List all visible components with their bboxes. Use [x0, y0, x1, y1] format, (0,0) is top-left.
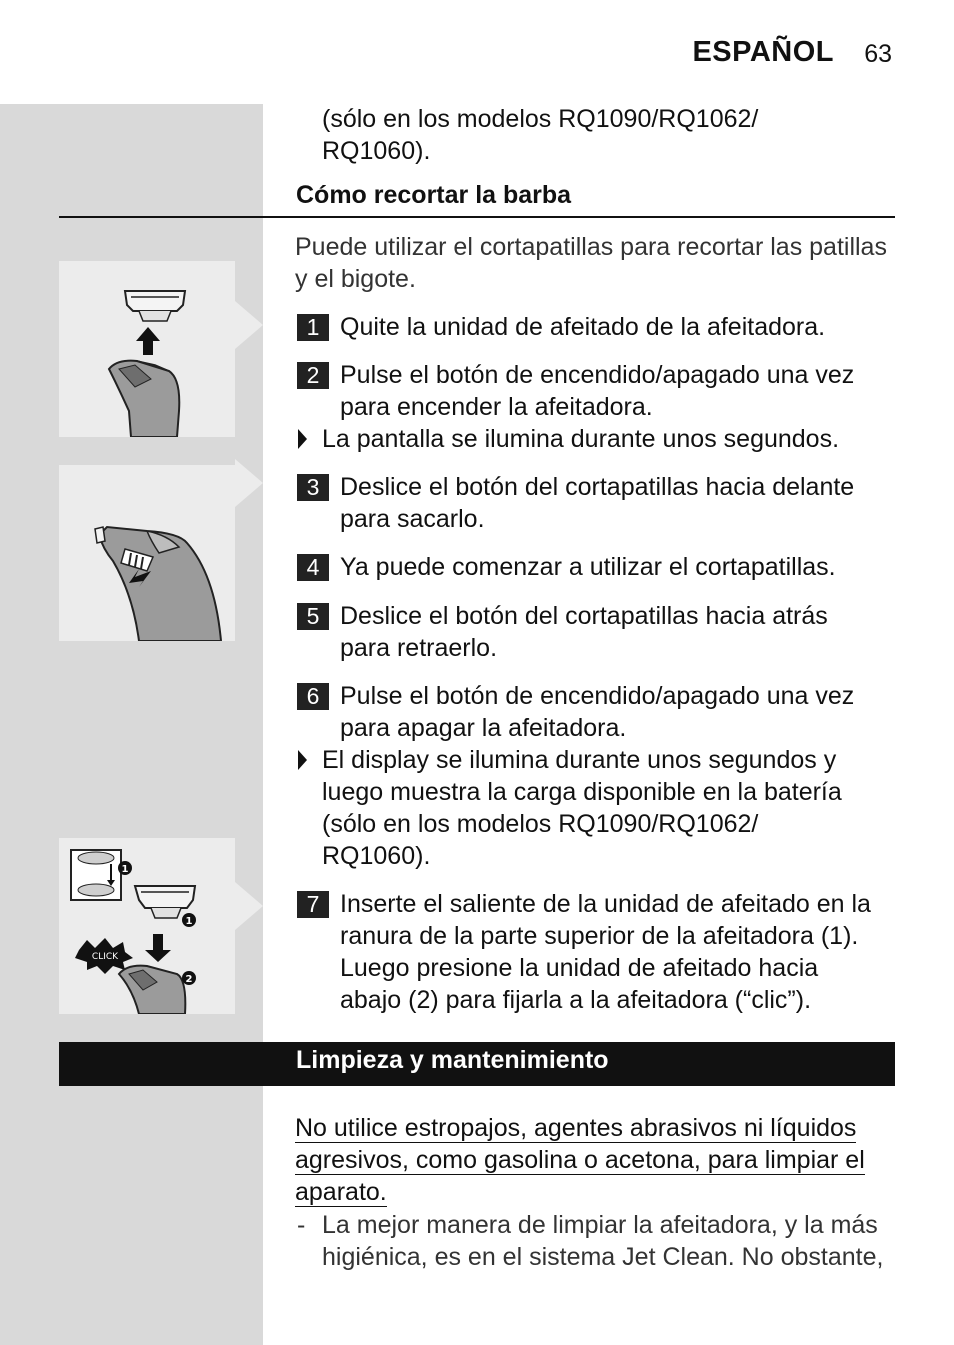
- result-2-line-3: (sólo en los modelos RQ1090/RQ1062/: [322, 810, 759, 838]
- click-label: CLICK: [91, 952, 119, 962]
- marker-2: 2: [185, 974, 193, 985]
- step-number-7: 7: [297, 891, 329, 918]
- illustration-slide-trimmer: [59, 465, 235, 641]
- illustration-attach-shaving-unit: [59, 838, 235, 1014]
- step-6-line-1: Pulse el botón de encendido/apagado una vez: [340, 682, 855, 710]
- result-bullet-icon: [298, 750, 307, 770]
- step-7-line-2: ranura de la parte superior de la afeitadora (1).: [340, 922, 859, 950]
- intro-note-line-2: RQ1060).: [322, 137, 431, 165]
- warning-line-1: No utilice estropajos, agentes abrasivos ni líquidos: [295, 1114, 857, 1142]
- marker-1: 1: [121, 864, 129, 875]
- illustration-pointer: [235, 301, 263, 349]
- result-bullet-icon: [298, 429, 307, 449]
- step-number-2: 2: [297, 362, 329, 389]
- cleaning-item-line-2: higiénica, es en el sistema Jet Clean. No obstante,: [322, 1243, 884, 1271]
- step-number-3: 3: [297, 474, 329, 501]
- cleaning-warning: [295, 1112, 890, 1208]
- result-2-line-1: El display se ilumina durante unos segundos y: [322, 746, 837, 774]
- warning-line-2: agresivos, como gasolina o acetona, para limpiar el: [295, 1146, 865, 1174]
- marker-1: 1: [185, 916, 193, 927]
- shaver-head-attach-icon: [59, 838, 235, 1014]
- warning-line-3: aparato.: [295, 1178, 387, 1206]
- section-divider: [59, 216, 895, 218]
- illustration-remove-shaving-unit: [59, 261, 235, 437]
- step-7-line-3: Luego presione la unidad de afeitado hacia: [340, 954, 819, 982]
- step-6-line-2: para apagar la afeitadora.: [340, 714, 627, 742]
- shaver-head-removal-icon: [59, 261, 235, 437]
- cleaning-item-line-1: La mejor manera de limpiar la afeitadora, y la más: [322, 1211, 878, 1239]
- step-3-line-2: para sacarlo.: [340, 505, 485, 533]
- result-2-line-4: RQ1060).: [322, 842, 431, 870]
- result-1-line-1: La pantalla se ilumina durante unos segundos.: [322, 425, 840, 453]
- step-2-line-2: para encender la afeitadora.: [340, 393, 653, 421]
- step-number-1: 1: [297, 314, 329, 341]
- step-3-line-1: Deslice el botón del cortapatillas hacia delante: [340, 473, 855, 501]
- step-1-line-1: Quite la unidad de afeitado de la afeitadora.: [340, 313, 826, 341]
- step-5-line-2: para retraerlo.: [340, 634, 498, 662]
- header-language: ESPAÑOL: [692, 36, 834, 68]
- step-5-line-1: Deslice el botón del cortapatillas hacia atrás: [340, 602, 828, 630]
- illustration-pointer: [235, 459, 263, 507]
- beard-intro-line-2: y el bigote.: [295, 265, 416, 293]
- illustration-pointer: [235, 882, 263, 930]
- step-2-line-1: Pulse el botón de encendido/apagado una vez: [340, 361, 855, 389]
- section-title-beard: Cómo recortar la barba: [296, 181, 572, 209]
- step-7-line-1: Inserte el saliente de la unidad de afeitado en la: [340, 890, 871, 918]
- beard-intro-line-1: Puede utilizar el cortapatillas para recortar las patillas: [295, 233, 887, 261]
- intro-note-line-1: (sólo en los modelos RQ1090/RQ1062/: [322, 105, 759, 133]
- trimmer-slide-icon: [59, 465, 235, 641]
- step-number-5: 5: [297, 603, 329, 630]
- step-number-6: 6: [297, 683, 329, 710]
- page-number: 63: [864, 40, 892, 68]
- list-dash: -: [297, 1211, 306, 1239]
- section-title-cleaning: Limpieza y mantenimiento: [296, 1046, 609, 1074]
- step-4-line-1: Ya puede comenzar a utilizar el cortapatillas.: [340, 553, 836, 581]
- step-number-4: 4: [297, 554, 329, 581]
- result-2-line-2: luego muestra la carga disponible en la batería: [322, 778, 842, 806]
- step-7-line-4: abajo (2) para fijarla a la afeitadora (“clic”).: [340, 986, 812, 1014]
